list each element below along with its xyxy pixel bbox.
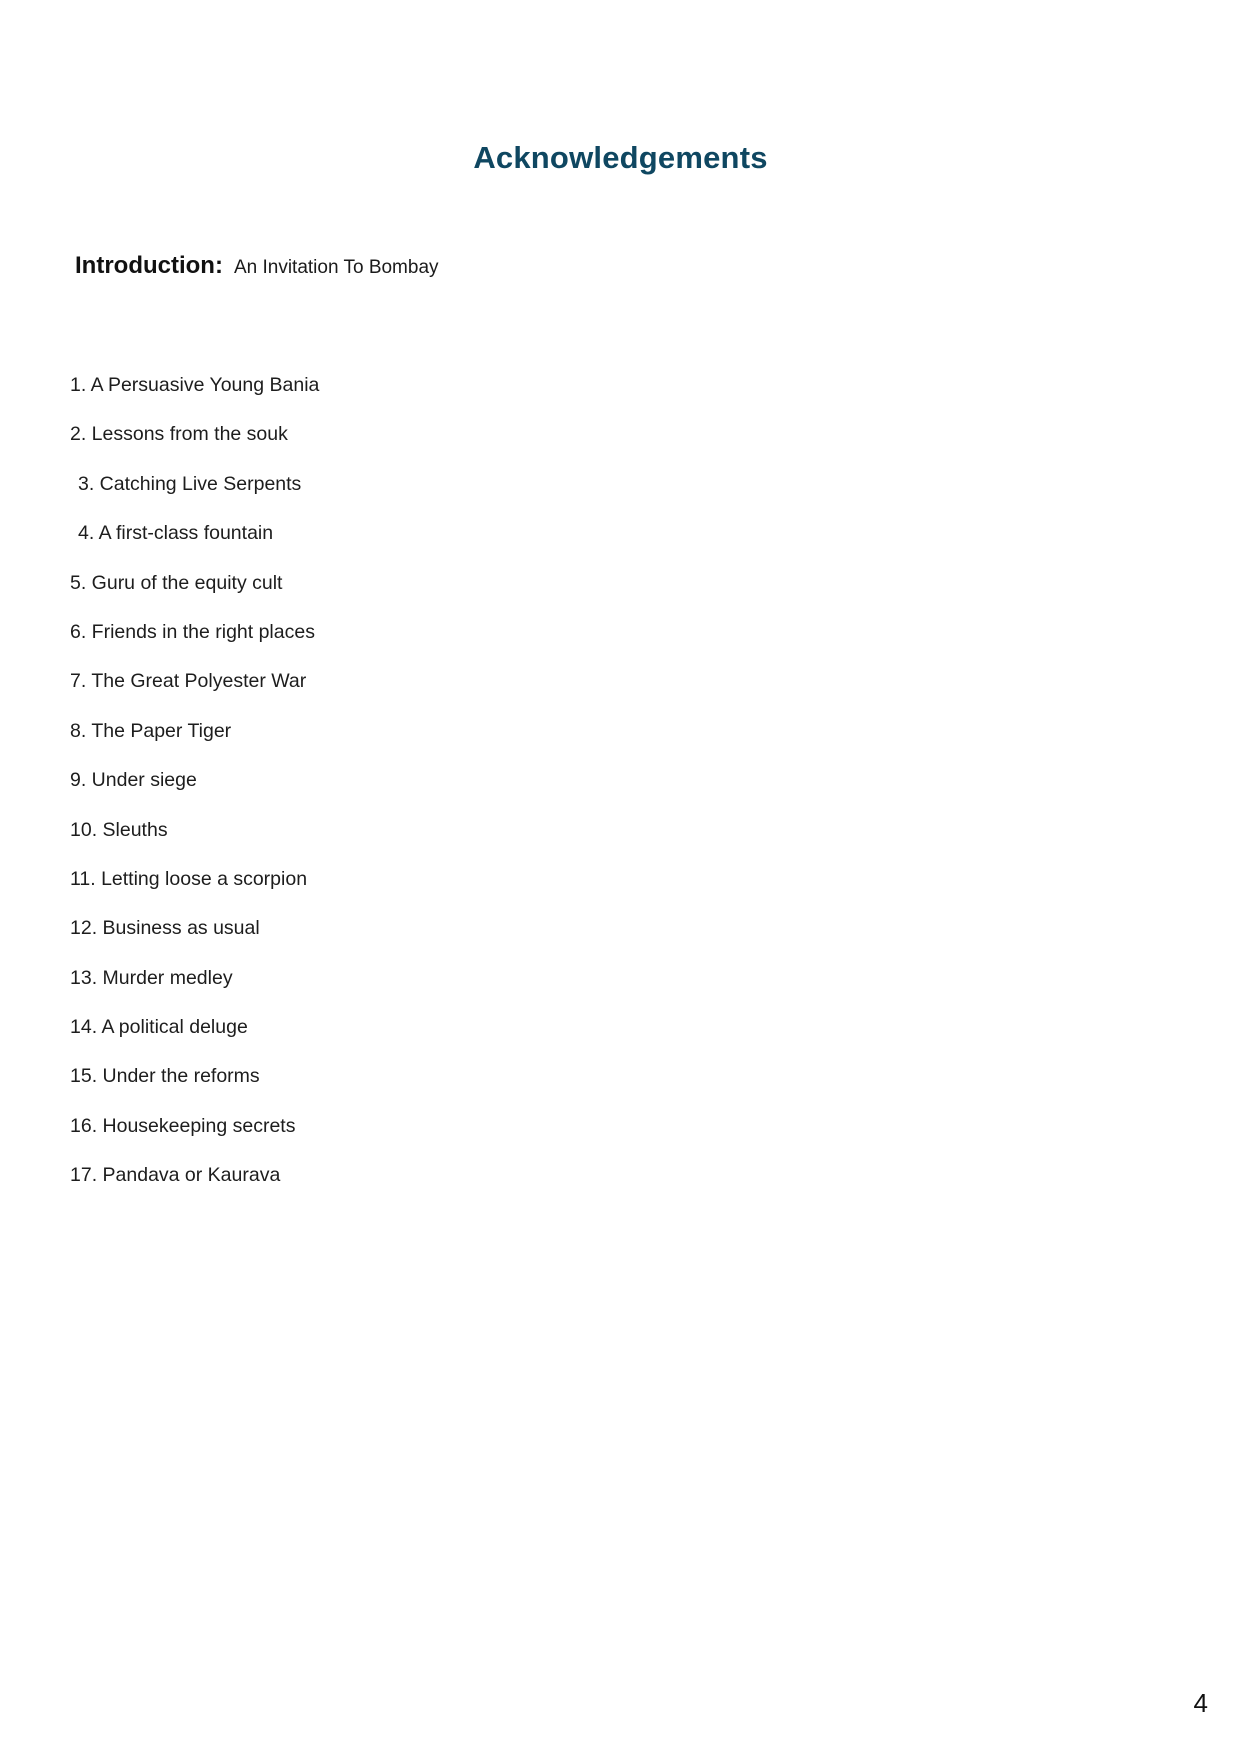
chapter-item-1: 1. A Persuasive Young Bania	[70, 374, 320, 396]
chapter-item-15: 15. Under the reforms	[70, 1065, 260, 1088]
chapter-item-16: 16. Housekeeping secrets	[70, 1114, 296, 1137]
chapter-item-7: 7. The Great Polyester War	[70, 670, 307, 693]
chapter-item-6: 6. Friends in the right places	[70, 620, 315, 643]
introduction-subtitle: An Invitation To Bombay	[233, 257, 439, 278]
page-title: Acknowledgements	[473, 140, 768, 175]
page-number: 4	[1193, 1688, 1208, 1718]
chapter-item-11: 11. Letting loose a scorpion	[70, 867, 308, 890]
introduction-line	[75, 252, 439, 280]
chapter-item-8: 8. The Paper Tiger	[70, 719, 232, 742]
chapter-item-17: 17. Pandava or Kaurava	[70, 1164, 281, 1187]
chapter-item-13: 13. Murder medley	[70, 966, 233, 989]
chapter-item-14: 14. A political deluge	[70, 1016, 248, 1039]
chapter-item-3: 3. Catching Live Serpents	[78, 472, 302, 495]
chapter-item-9: 9. Under siege	[70, 769, 197, 792]
chapter-item-2: 2. Lessons from the souk	[70, 423, 288, 446]
chapter-item-5: 5. Guru of the equity cult	[70, 571, 283, 594]
chapter-item-4: 4. A first-class fountain	[78, 522, 274, 545]
chapter-item-10: 10. Sleuths	[70, 818, 168, 841]
introduction-label: Introduction:	[75, 252, 223, 279]
chapter-item-12: 12. Business as usual	[70, 917, 260, 940]
chapter-list	[70, 374, 319, 1214]
